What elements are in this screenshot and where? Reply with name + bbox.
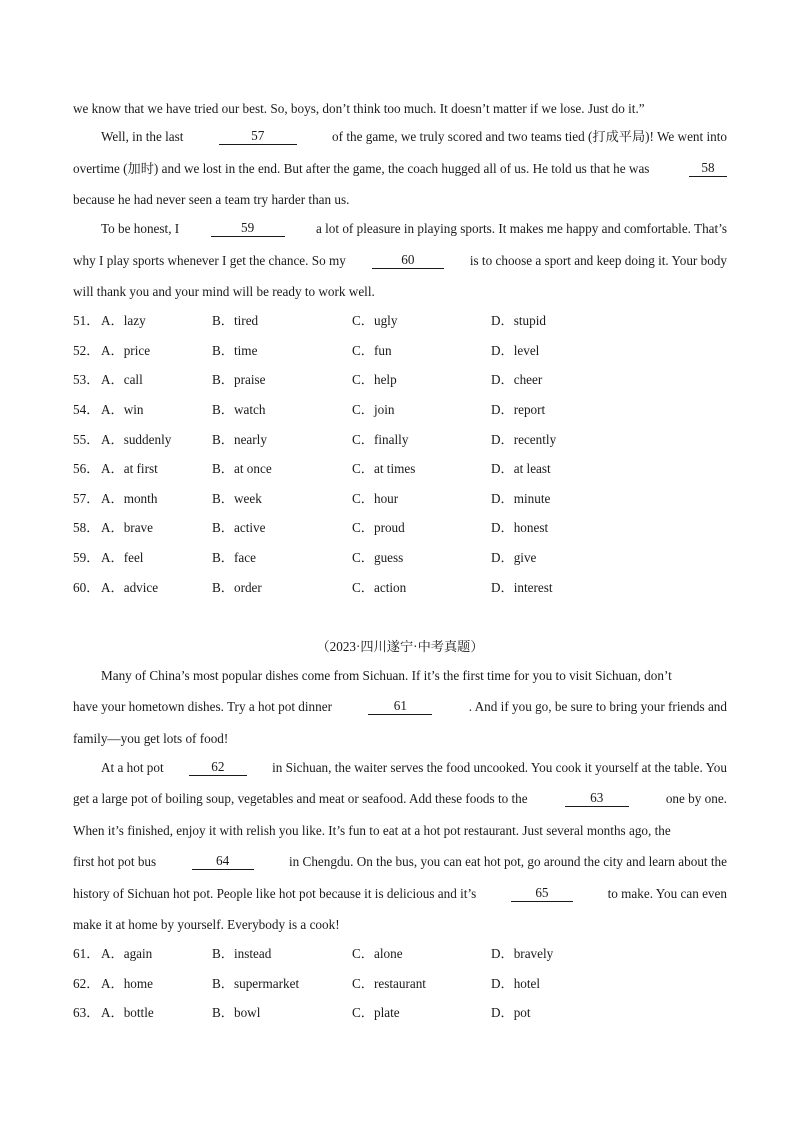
question-row: [73, 550, 727, 566]
option-d[interactable]: D．report: [491, 402, 546, 417]
text: history of Sichuan hot pot. People like hot pot because it is delicious and it’s: [73, 886, 477, 901]
option-d[interactable]: D．give: [491, 550, 537, 565]
passage-line: [101, 221, 727, 237]
text: why I play sports whenever I get the chance. So my: [73, 253, 346, 268]
passage-line: [73, 192, 727, 208]
option-d[interactable]: D．bravely: [491, 946, 554, 961]
text: When it’s finished, enjoy it with relish you like. It’s fun to eat at a hot pot restaurant. Just several months ago, the: [73, 823, 671, 838]
passage-line: [73, 854, 727, 870]
text: in Sichuan, the waiter serves the food uncooked. You cook it yourself at the table. You: [272, 760, 727, 775]
blank-58[interactable]: 58: [689, 161, 727, 177]
option-b[interactable]: B．active: [212, 520, 266, 535]
question-number: 57．: [73, 491, 100, 506]
option-b[interactable]: B．supermarket: [212, 976, 300, 991]
option-b[interactable]: B．instead: [212, 946, 272, 961]
question-row: [73, 461, 727, 477]
option-d[interactable]: D．stupid: [491, 313, 546, 328]
option-a[interactable]: A．win: [101, 402, 144, 417]
option-d[interactable]: D．level: [491, 343, 540, 358]
option-c[interactable]: C．hour: [352, 491, 399, 506]
question-row: [73, 432, 727, 448]
text: At a hot pot: [101, 760, 164, 775]
question-row: [73, 402, 727, 418]
option-a[interactable]: A．lazy: [101, 313, 146, 328]
option-a[interactable]: A．home: [101, 976, 154, 991]
blank-61[interactable]: 61: [368, 699, 432, 715]
question-number: 53．: [73, 372, 100, 387]
question-number: 55．: [73, 432, 100, 447]
option-b[interactable]: B．nearly: [212, 432, 267, 447]
passage-line: [73, 284, 727, 300]
text: to make. You can even: [607, 886, 727, 901]
passage-line: [101, 760, 727, 776]
text: first hot pot bus: [73, 854, 157, 869]
blank-60[interactable]: 60: [372, 253, 444, 269]
question-row: [73, 946, 727, 962]
passage-line: [73, 791, 727, 807]
option-a[interactable]: A．suddenly: [101, 432, 172, 447]
option-a[interactable]: A．again: [101, 946, 153, 961]
option-d[interactable]: D．recently: [491, 432, 557, 447]
option-b[interactable]: B．order: [212, 580, 262, 595]
option-c[interactable]: C．plate: [352, 1005, 400, 1020]
blank-65[interactable]: 65: [511, 886, 573, 902]
text: have your hometown dishes. Try a hot pot dinner: [73, 699, 332, 714]
option-c[interactable]: C．proud: [352, 520, 405, 535]
blank-64[interactable]: 64: [192, 854, 254, 870]
option-c[interactable]: C．action: [352, 580, 407, 595]
question-row: [73, 520, 727, 536]
option-d[interactable]: D．interest: [491, 580, 553, 595]
option-b[interactable]: B．tired: [212, 313, 259, 328]
text: we know that we have tried our best. So, boys, don’t think too much. It doesn’t matter if we lose. Just do it.”: [73, 101, 645, 116]
option-a[interactable]: A．month: [101, 491, 158, 506]
question-number: 63．: [73, 1005, 100, 1020]
question-row: [73, 1005, 727, 1021]
option-b[interactable]: B．praise: [212, 372, 266, 387]
text: . And if you go, be sure to bring your friends and: [468, 699, 727, 714]
passage-line: [73, 886, 727, 902]
option-d[interactable]: D．pot: [491, 1005, 531, 1020]
question-number: 51．: [73, 313, 100, 328]
text: Many of China’s most popular dishes come from Sichuan. If it’s the first time for you to visit Sichuan, don’t: [101, 668, 672, 683]
option-d[interactable]: D．minute: [491, 491, 551, 506]
option-d[interactable]: D．hotel: [491, 976, 541, 991]
question-number: 60．: [73, 580, 100, 595]
text: family—you get lots of food!: [73, 731, 229, 746]
question-row: [73, 491, 727, 507]
passage-line: [73, 917, 727, 933]
blank-63[interactable]: 63: [565, 791, 629, 807]
passage-line: [73, 253, 727, 269]
blank-59[interactable]: 59: [211, 221, 285, 237]
option-c[interactable]: C．join: [352, 402, 395, 417]
question-row: [73, 343, 727, 359]
option-c[interactable]: C．restaurant: [352, 976, 426, 991]
text: will thank you and your mind will be ready to work well.: [73, 284, 375, 299]
question-number: 62．: [73, 976, 100, 991]
text: is to choose a sport and keep doing it. Your body: [469, 253, 727, 268]
question-number: 54．: [73, 402, 100, 417]
option-b[interactable]: B．watch: [212, 402, 266, 417]
passage-line: [101, 668, 727, 684]
passage-line: [73, 161, 727, 177]
option-b[interactable]: B．face: [212, 550, 256, 565]
option-c[interactable]: C．fun: [352, 343, 392, 358]
text: overtime (加时) and we lost in the end. But after the game, the coach hugged all of us. He told us that he was: [73, 161, 650, 176]
option-a[interactable]: A．price: [101, 343, 151, 358]
passage-line: [101, 129, 727, 145]
option-b[interactable]: B．week: [212, 491, 262, 506]
question-number: 56．: [73, 461, 100, 476]
option-c[interactable]: C．guess: [352, 550, 404, 565]
passage-line: [73, 699, 727, 715]
option-a[interactable]: A．at first: [101, 461, 158, 476]
option-c[interactable]: C．at times: [352, 461, 416, 476]
option-b[interactable]: B．time: [212, 343, 258, 358]
question-row: [73, 372, 727, 388]
question-number: 58．: [73, 520, 100, 535]
question-number: 61．: [73, 946, 100, 961]
blank-57[interactable]: 57: [219, 129, 297, 145]
question-row: [73, 976, 727, 992]
option-a[interactable]: A．bottle: [101, 1005, 154, 1020]
text: get a large pot of boiling soup, vegetables and meat or seafood. Add these foods to the: [73, 791, 528, 806]
passage-line: [73, 823, 727, 839]
text: one by one.: [665, 791, 727, 806]
blank-62[interactable]: 62: [189, 760, 247, 776]
passage-line: [73, 731, 727, 747]
passage-line: [73, 101, 727, 117]
option-d[interactable]: D．cheer: [491, 372, 543, 387]
question-row: [73, 313, 727, 329]
option-b[interactable]: B．at once: [212, 461, 272, 476]
source-label: （2023·四川遂宁·中考真题）: [316, 639, 484, 654]
option-d[interactable]: D．honest: [491, 520, 549, 535]
option-c[interactable]: C．ugly: [352, 313, 398, 328]
question-row: [73, 580, 727, 596]
option-a[interactable]: A．brave: [101, 520, 153, 535]
option-a[interactable]: A．feel: [101, 550, 144, 565]
text: of the game, we truly scored and two teams tied (打成平局)! We went into: [332, 129, 727, 144]
option-c[interactable]: C．finally: [352, 432, 409, 447]
option-c[interactable]: C．help: [352, 372, 397, 387]
text: To be honest, I: [101, 221, 180, 236]
text: because he had never seen a team try harder than us.: [73, 192, 350, 207]
question-number: 59．: [73, 550, 100, 565]
option-a[interactable]: A．call: [101, 372, 143, 387]
text: Well, in the last: [101, 129, 184, 144]
option-b[interactable]: B．bowl: [212, 1005, 261, 1020]
option-a[interactable]: A．advice: [101, 580, 159, 595]
text: in Chengdu. On the bus, you can eat hot pot, go around the city and learn about the: [288, 854, 727, 869]
text: make it at home by yourself. Everybody is a cook!: [73, 917, 340, 932]
option-d[interactable]: D．at least: [491, 461, 551, 476]
option-c[interactable]: C．alone: [352, 946, 403, 961]
text: a lot of pleasure in playing sports. It makes me happy and comfortable. That’s: [315, 221, 727, 236]
question-number: 52．: [73, 343, 100, 358]
